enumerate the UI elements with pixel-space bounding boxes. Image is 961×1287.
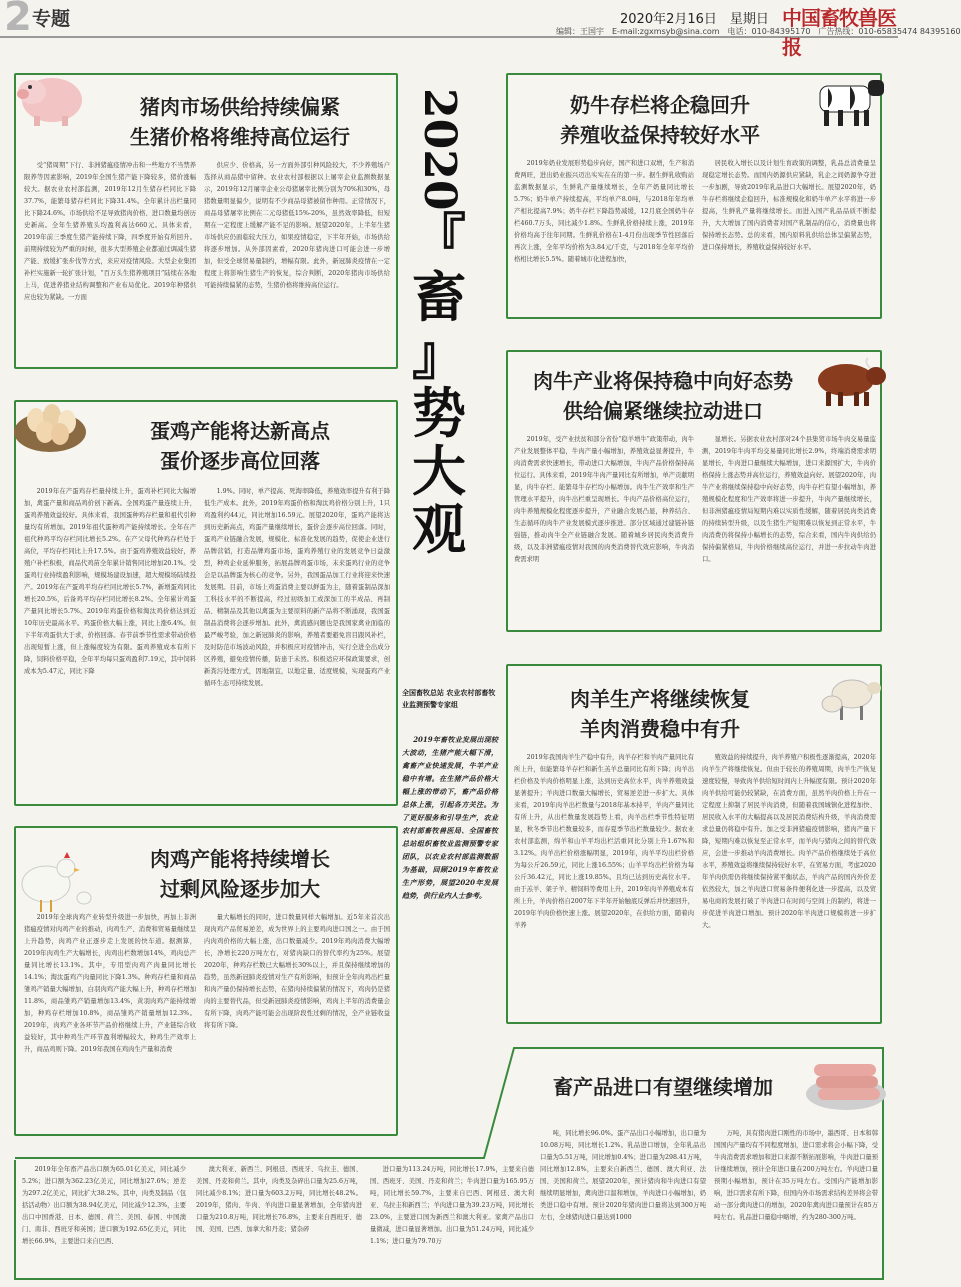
bull-icon — [808, 350, 892, 408]
chicken-icon — [10, 840, 96, 920]
article-mutton-col-2: 殖效益的持续提升，肉羊养殖户积极性逐渐提高，2020年肉羊生产将继续恢复。但由于较长的养殖周期，肉羊生产恢复速度较慢，导致肉羊供给短时间内上升幅度有限。预计2020年肉羊供给可能仍较紧缺，在消费方面，虽然羊肉价格上升在一定程度上抑制了居民羊肉消费，但随着我国城镇化进程加快、居民收入水平的大幅提高以及居民消费结构升级，羊肉消费需求总量仍将稳中有升。加之受非洲猪瘟疫情影响，猪肉产量下降，短期内难以恢复至正常水平，而羊肉与猪肉之间的替代效应，会进一步推动羊肉消费增长。肉羊产品价格继续处于高位水平，养殖效益将继续保持较好水平，在贸易方面，考虑2020年羊肉供需仍将继续保持紧平衡状态，羊肉产品的国内外价差依然较大，加之羊肉进口贸易条件便利化进一步提高，以及贸易电商的发展打破了羊肉进口在时间与空间上的制约，将进一步促进羊肉进口增加。预计2020年羊肉进口规模将进一步扩大。 — [702, 754, 876, 929]
article-egg-col-1: 2019年在产蛋鸡存栏量持续上升，蛋鸡补栏同比大幅增加，禽蛋产量和商品鸡价创下新高。全国鸡蛋产量连续上升，蛋鸡养殖效益较好。具体来看，我国蛋种鸡存栏量和祖代引种量均有所增加。2019年祖代蛋种鸡产能持续增长。全年在产祖代种鸡平均存栏同比增长5.2%。在产父母代种鸡存栏处于高位，平均存栏同比上升17.5%。由于蛋鸡养殖效益较好，养殖户补栏积极，商品代鸡苗全年累计销售同比增加20.1%。受蛋鸡行业持续盈利影响，规模场建设加速，超大规模场陆续投产。2019年在产蛋鸡平均存栏同比增长5.7%，新增蛋鸡同比增长20.5%，后备鸡平均存栏同比增长8.2%。全年累计鸡蛋产量同比增长5.7%。2019年鸡蛋价格和淘汰鸡价格达到近10年历史最高水平。鸡蛋价格大幅上涨，同比上涨6.4%。但下半年鸡蛋供大于求，价格回落。春节前季节性需求带动价格出现短暂上涨，但上涨幅度较为有限。蛋鸡养殖成本有所下降，饲料价格平稳，全年平均每只蛋鸡盈利7.19元，其中饲料成本为5.47元，同比下降 — [24, 488, 196, 675]
article-beef-col-2: 显增长。另据农业农村部对24个县集贸市场牛肉交易量监测，2019年牛肉平均交易量同比增长2.9%，终端消费需求明显增长，牛肉进口量继续大幅增加，进口来源国扩大，牛肉价格保持上涨态势并高位运行，养殖效益向好。展望2020年，肉牛产业将继续保持稳中向好态势，肉牛存栏有望小幅增加，养殖规模化程度和生产效率将进一步提升，牛肉产量继续增长，但非洲猪瘟疫情局短期内难以实质性缓解，随着居民肉类消费的持续转型升级，以及生猪生产短期难以恢复到正常水平，牛肉消费仍将保持小幅增长的态势，综合来看，国内牛肉供给仍保持偏紧格局，牛肉价格继续高位运行，并进一步拉动牛肉进口。 — [702, 436, 876, 563]
egg-icon — [10, 380, 90, 456]
article-pig-col-1: 受“猪周期”下行、非洲猪瘟疫情冲击和一些地方不当禁养限养等因素影响，2019年全国生猪产能下降较多，猪价涨幅较大。据农业农村部监测，2019年12月生猪存栏同比下降37.7%，能繁母猪存栏同比下降31.4%。全年累计出栏量同比下降24.6%。市场供给不足导致猪肉价格、进口数量均创历史新高。全年生猪养殖头均盈利高达660元。具体来看，2019年前三季度生猪产能持续下降，四季度开始有所回升。前期持续较为严重的时候，很多大型养殖企业都通过调减生猪产能、放缓扩张步伐等方式，来应对疫情风险。大型企业集团补栏实施新一轮扩张计划，“百万头生猪养殖项目”陆续在各地上马，促进养猪业结构调整和产业布局优化。2019年种猪供应也较为紧缺。一方面 — [24, 162, 196, 301]
headline-char: 畜 — [412, 265, 466, 329]
article-import-col-3: 进口量为113.24万吨，同比增长17.9%，主要来自德国、西班牙、美国、丹麦和荷兰；牛肉进口量为165.95万吨，同比增长59.7%，主要来自巴西、阿根廷、澳大利亚、乌拉圭和新西兰；羊肉进口量为39.23万吨，同比增长23.0%，主要进口国为新西兰和澳大利亚。家禽产品出口量微减，进口量显著增加。出口量为51.24万吨，同比减少1.1%；进口量为79.70万 — [370, 1166, 534, 1245]
title-line: 羊肉消费稳中有升 — [580, 717, 740, 741]
headline-char: 观 — [412, 497, 466, 561]
article-dairy-col-2: 居民收入增长以及计划生育政策的调整，乳品总消费量呈现稳定增长态势。而国内奶源供应紧缺，乳企之间奶源争夺进一步加剧，导致2019年乳品进口大幅增长。展望2020年，奶牛存栏将继续企稳回升，标准规模化和奶牛单产水平将进一步提高，生鲜乳产量将继续增长。而进入国产乳品品质不断提升，大大增加了国内消费者对国产乳制品的信心，消费量也将保持增长态势。总的来看，国内原料乳供给总体呈偏紧态势，进口保持增长，养殖收益保持较好水平。 — [702, 160, 876, 251]
headline-year: 2020 — [414, 88, 465, 211]
main-headline — [404, 88, 474, 561]
title-line: 养殖收益保持较好水平 — [560, 123, 760, 147]
article-dairy-title — [520, 90, 800, 150]
article-import-col-4: 吨，同比增长96.0%。蛋产品出口小幅增加，出口量为10.08万吨，同比增长1.2%。乳品进口增加，全年乳品出口量为5.51万吨，同比增加0.4%；进口量为298.41万吨，同比增加12.8%，主要来自新西兰、德国、澳大利亚、法国、美国和荷兰。展望2020年，预计猪肉和牛肉进口有望继续明显增加，禽肉进口温和增加，羊肉进口小幅增加，奶类进口稳中有增。预计2020年猪肉进口量将达到300万吨左右，全球猪肉进口量达到1000 — [540, 1130, 706, 1221]
article-beef-col-1: 2019年，受产业扶贫和部分省份“稳羊增牛”政策带动，肉牛产业发展整体平稳，牛肉产量小幅增加，养殖效益显著提升，牛肉消费需求快速增长，带动进口大幅增加，牛肉产品价格保持高位运行。具体来看，2019年牛肉产量同比有所增加，单产贡献明显，肉牛存栏、能繁母牛存栏均小幅增加。肉牛生产效率和生产管理水平提升，肉牛出栏重呈现增长。牛肉产品价格高位运行，肉牛养殖规模化程度逐步提升，产业融合发展凸显，种养结合、生态循环的肉牛产业发展模式逐步推进。部分区域通过建链补链强链，推动肉牛全产业链融合发展。随着城乡居民肉类消费升级，以及非洲猪瘟疫情对我国的肉类消费替代效应影响，牛肉消费需求明 — [514, 436, 694, 563]
article-import-col-5: 万吨，具有猪肉进口刚性的市场中，墨西哥、日本和韩国国内产量均有不同程度增加，进口需求将会小幅下降，受牛肉消费需求增加和进口来源不断拓展影响，牛肉进口量预计继续增加，预计全年进口量在200万吨左右。羊肉进口量预期小幅增加，预计在35万吨左右。受国内产能增加影响，进口需求有所下降，但国内外市场需求结构差异将会带动一部分禽肉进口的增加，2020年禽肉进口量预计在85万吨左右。乳品进口量稳中略增，约为280-300万吨。 — [714, 1130, 878, 1221]
article-dairy-col-1: 2019年奶业发展形势稳步向好，国产和进口双增，生产和消费两旺，进出奶业振兴迈出实实在在的第一步。据生鲜乳收购站监测数据显示，生鲜乳产量继续增长，全年产奶量同比增长5.7%；奶牛单产持续提高，平均单产8.0吨，与2018年年均单产相比提高7.9%；奶牛存栏下降趋势减缓，12月底全国奶牛存栏460.7万头，同比减少1.8%。生鲜乳价格持续上涨，2019年价格均高于往年同期。生鲜乳价格在1-4月份出现季节性回落后再次上涨，全年平均价格为3.84元/千克，与2018年全年平均价格相比增长5.5%。随着城市化进程加快， — [514, 160, 694, 263]
article-mutton-title — [520, 684, 800, 744]
headline-char: 势 — [412, 381, 466, 445]
article-pig-col-2: 供应少、价格高，另一方面外部引种风险较大，不少养殖场户选择从商品猪中留种。农业农村部根据以上屠宰企业监测数据显示，2019年12月屠宰企业公母猪屠宰比例分别为70%和30%，母猪数量明显偏少，说明有不少商品母猪被留作种用。正常情况下，商品母猪屠宰比例在二元母猪低15%-20%，虽然效率降低，但短期在一定程度上缓解产能不足的影响。展望2020年，上半年生猪市场供应仍面临较大压力，如果疫情稳定，下半年开始，市场供给将逐步增加。从外部因素看，2020年猪肉进口可能会进一步增加，但受全球贸易量制约，增幅有限。此外，新冠肺炎疫情在一定程度上将影响生猪生产的恢复，综合判断，2020年猪肉市场供给可能持续偏紧的态势，生猪价格将维持高位运行。 — [204, 162, 390, 289]
title-line: 蛋价逐步高位回落 — [160, 449, 320, 473]
title-line: 蛋鸡产能将达新高点 — [150, 419, 330, 443]
article-beef-title — [516, 366, 810, 426]
article-mutton-col-1: 2019年我国肉羊生产稳中有升，肉羊存栏和羊肉产量同比有所上升，但能繁母羊存栏和新生羔羊总量同比有所下降；肉羊出栏价格及羊肉价格明显上涨，达到历史高位水平，肉羊养殖效益显著提升；羊肉进口数量大幅增长，贸易逆差进一步扩大。具体来看，2019年肉羊出栏数量与2018年基本持平，羊肉产量同比有所上升，从出栏数量发展趋势上看，肉羊出栏季节性特征明显，秋冬季节出栏数量较多，而春夏季节出栏数量较少。据农业农村部监测，绵羊和山羊平均出栏活重同比分别上升1.67%和3.12%。肉羊出栏价格涨幅明显，2019年，肉羊平均出栏价格为每公斤26.59元，同比上涨16.55%；山羊平均出栏价格为每公斤36.42元，同比上涨19.85%。且均已达到历史高位水平。由于羔羊、架子羊、精饲料等费用上升，2019年肉羊养殖成本有所上升，羊肉价格自2007年下半年开始触底反弹后并快速回升，2019年羊肉价格快速上涨。展望2020年，在供给方面，随着肉羊养 — [514, 754, 694, 929]
article-broiler-title — [100, 844, 380, 904]
pig-icon — [12, 62, 92, 132]
headline-bracket-close: 』 — [412, 323, 466, 387]
headline-char: 大 — [412, 439, 466, 503]
article-pig-title — [100, 92, 380, 152]
title-line: 肉鸡产能将持续增长 — [150, 847, 330, 871]
page-number: 2 — [4, 0, 32, 40]
author-byline: 全国畜牧总站 农业农村部畜牧业监测预警专家组 — [402, 689, 496, 709]
title-line: 肉牛产业将保持稳中向好态势 — [533, 369, 793, 393]
section-name: 专题 — [32, 8, 71, 30]
masthead-logo: 中国畜牧兽医报 — [782, 6, 896, 59]
article-broiler-col-1: 2019年全球肉鸡产业转型升级进一步加快，再加上非洲猪瘟疫情对肉鸡产业的推动，肉鸡生产、消费和贸易量继续呈上升趋势，肉鸡产业正逐步走上发展的快车道。据测算，2019年肉鸡生产大幅增长，肉鸡出栏数增加14%，鸡肉总产量同比增长13.1%。其中，专用型肉鸡产肉量同比增长14.1%；淘汰蛋鸡产肉量同比下降1.3%。种鸡存栏量和商品雏鸡产销量大幅增加，白羽肉鸡产能大幅上升，种鸡存栏增加11.8%，商品雏鸡产销量增加13.4%，黄羽肉鸡产能持续增加，种鸡存栏增加10.8%，商品雏鸡产销量增加12.3%。2019年，肉鸡产业各环节产品价格继续上升，产业链综合收益较好，其中种鸡生产环节盈利增幅较大，种鸡生产效率上升，商品鸡则下降。2019年我国在鸡肉生产量和消费 — [24, 914, 196, 1053]
intro-sidebar: 2019年畜牧业发展出现较大波动，生猪产能大幅下滑，禽畜产业快速发展，牛羊产业稳中有增。在生猪产品价格大幅上涨的带动下，畜产品价格总体上涨，引起各方关注。为了更好服务和引导生产，农业农村部畜牧兽医局、全国畜牧总站组织畜牧业监测预警专家团队，以农业农村部监测数据为基础，回顾2019年畜牧业生产形势，展望2020年发展趋势，供行业内人士参考。 — [402, 735, 498, 900]
publication-date: 2020年2月16日 星期日 — [620, 12, 769, 27]
headline-bracket-open: 『 — [412, 207, 466, 271]
title-line: 过剩风险逐步加大 — [160, 877, 320, 901]
article-egg-title — [100, 416, 380, 476]
article-egg-col-2: 1.9%。同时，单产提高、死淘率降低，养殖效率提升有利于降低生产成本。此外，2019年鸡蛋价格和淘汰鸡价格分别上升，1只鸡盈利约44元，同比增加16.59元。展望2020年，蛋鸡产能将达到历史新高点，鸡蛋产量继续增长，蛋价会逐步高位回落。同时，蛋鸡产业链融合发展，规模化、标准化发展的趋势，促使企业进行品牌营销，打造品牌鸡蛋市场，蛋鸡养殖行业的发展竞争日益激烈，种鸡企业延伸服务，拓展品牌鸡蛋市场，未来蛋鸡行业的竞争会是以品牌蛋为核心的竞争。另外，我国蛋品加工行业将迎来快速发展期。目前，市场上鸡蛋消费主要以鲜蛋为主，随着蛋制品深加工科技水平的不断提高，经过初级加工或深加工的半成品、再制品、精制品及其他以禽蛋为主要原料的新产品将不断涌现，我国蛋制品消费将会逐步增加。此外，禽流感问题也是我国家禽业面临的最严峻考验，加之新冠肺炎的影响，养殖者要避免盲目跟风补栏，及时防范市场波动风险，并积极应对疫情冲击，实行全进全出成分区养殖，避免疫情传播，防患于未然。积极适应环保政策要求，创新粪污处理方式，因地制宜，以地定量、适度规模，实现蛋鸡产业循环生态可持续发展。 — [204, 488, 391, 687]
title-line: 肉羊生产将继续恢复 — [570, 687, 750, 711]
sausage-icon — [804, 1046, 890, 1116]
article-import-col-1: 2019年全年畜产品出口额为65.01亿美元，同比减少5.2%；进口额为362.23亿美元，同比增加27.6%；逆差为297.2亿美元，同比扩大38.2%。其中，肉类及制品（包括活动物）出口额为38.94亿美元，同比减少12.3%，主要出口中国香港、日本、德国、荷兰、美国、泰国、中国澳门、南非、西班牙和英国；进口额为192.65亿美元，同比增长66.9%，主要进口来自巴西、 — [22, 1166, 186, 1245]
editor-contact-line: 编辑：王国宇 E-mail:zgxmsyb@sina.com 电话：010-84395170 广告热线：010-65835474 84395160 — [556, 27, 961, 36]
sheep-icon — [818, 664, 890, 728]
article-import-title: 畜产品进口有望继续增加 — [553, 1075, 773, 1099]
article-broiler-col-2: 量大幅增长的同时，进口数量同样大幅增加。近5年来首次出现肉鸡产品贸易逆差，成为世界上的主要鸡肉进口国之一。由于国内肉鸡价格的大幅上涨，出口数量减少。2019年鸡肉消费大幅增长，净增长220万吨左右，对猪肉缺口的替代率约为25%。展望2020年，种鸡存栏数已大幅增长30%以上，并且保持继续增加的趋势，虽然新冠肺炎疫情对生产有所影响，但预计全年肉鸡出栏量和肉产量仍保持增长态势，在猪肉持续偏紧的情况下，鸡肉仍是猪肉的主要替代品，但受新冠肺炎疫情影响，鸡肉上半年的消费量会有所下降，肉鸡产能可能会出现阶段性过剩的情况，全产业链收益将有所下降。 — [204, 914, 390, 1029]
page-header — [0, 0, 961, 59]
title-line: 猪肉市场供给持续偏紧 — [140, 95, 340, 119]
title-line: 生猪价格将维持高位运行 — [130, 125, 350, 149]
title-line: 供给偏紧继续拉动进口 — [563, 399, 763, 423]
cow-icon — [810, 64, 890, 136]
article-import-col-2: 澳大利亚、新西兰、阿根廷、西班牙、乌拉圭、德国、美国、丹麦和荷兰。其中，肉类及杂碎出口量为25.6万吨，同比减少8.1%；进口量为603.2万吨，同比增长48.2%。2019年，猪肉、牛肉、羊肉进口量显著增加，全年猪肉进口量为210.8万吨，同比增长76.8%，主要来自西班牙、德国、美国、巴西、加拿大和丹麦；猪杂碎 — [196, 1166, 362, 1233]
title-line: 奶牛存栏将企稳回升 — [570, 93, 750, 117]
